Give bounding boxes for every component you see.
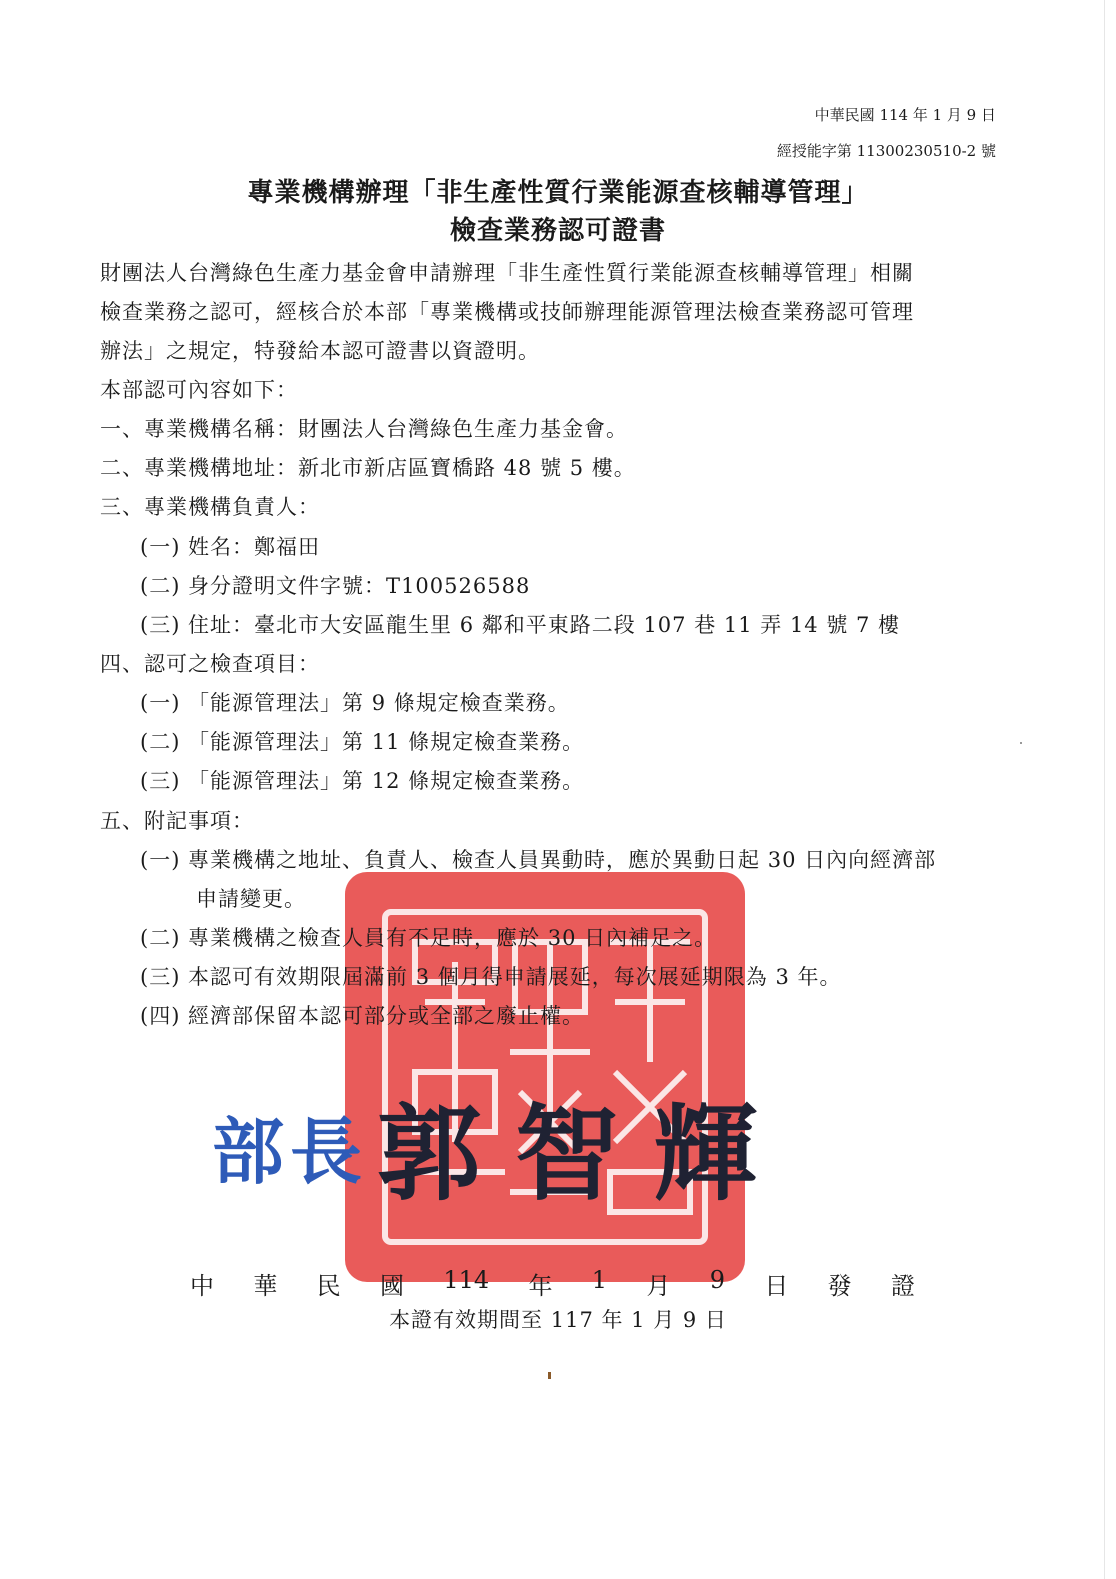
note-1: (一) 專業機構之地址、負責人、檢查人員異動時，應於異動日起 30 日內向經濟部 — [140, 848, 937, 872]
issue-date-month: 1 — [591, 1266, 608, 1294]
content-heading: 本部認可內容如下： — [100, 378, 298, 402]
minister-signature — [212, 1082, 792, 1212]
certificate-title-line2: 檢查業務認可證書 — [449, 216, 666, 246]
item-responsible-person: 三、專業機構負責人： — [100, 495, 320, 519]
note-4: (四) 經濟部保留本認可部分或全部之廢止權。 — [140, 1004, 585, 1028]
note-3: (三) 本認可有效期限屆滿前 3 個月得申請展延，每次展延期限為 3 年。 — [140, 965, 842, 989]
issue-date-char: 華 — [253, 1272, 278, 1300]
document-number: 經授能字第 11300230510-2 號 — [776, 142, 996, 160]
issue-date-char: 日 — [764, 1272, 789, 1300]
intro-line-2: 檢查業務之認可，經核合於本部「專業機構或技師辦理能源管理法檢查業務認可管理 — [100, 300, 914, 324]
signature-title: 部長 — [212, 1109, 369, 1194]
item-inspection-scope: 四、認可之檢查項目： — [100, 652, 320, 676]
issue-date-char: 中 — [190, 1272, 214, 1300]
scan-edge — [1104, 0, 1105, 1579]
issue-date-header: 中華民國 114 年 1 月 9 日 — [814, 106, 996, 124]
inspection-item-3: (三) 「能源管理法」第 12 條規定檢查業務。 — [140, 769, 585, 793]
note-2: (二) 專業機構之檢查人員有不足時，應於 30 日內補足之。 — [140, 926, 717, 950]
inspection-item-2: (二) 「能源管理法」第 11 條規定檢查業務。 — [140, 730, 585, 754]
scan-speck — [548, 1372, 551, 1379]
intro-line-1: 財團法人台灣綠色生產力基金會申請辦理「非生產性質行業能源查核輔導管理」相關 — [100, 261, 914, 285]
signature-name: 郭智輝 — [377, 1092, 792, 1212]
issue-date-char: 月 — [646, 1272, 671, 1300]
responsible-person-address: (三) 住址：臺北市大安區龍生里 6 鄰和平東路二段 107 巷 11 弄 14 號 7 樓 — [140, 613, 901, 637]
issue-date-year: 114 — [443, 1266, 490, 1294]
issue-date-char: 發 — [827, 1272, 852, 1300]
note-1-continued: 申請變更。 — [196, 887, 306, 911]
inspection-item-1: (一) 「能源管理法」第 9 條規定檢查業務。 — [140, 691, 570, 715]
issue-date-line — [190, 1266, 915, 1301]
certificate-title-line1: 專業機構辦理「非生產性質行業能源查核輔導管理」 — [247, 178, 869, 208]
responsible-person-name: (一) 姓名：鄭福田 — [140, 535, 321, 559]
item-notes: 五、附記事項： — [100, 809, 254, 833]
issue-date-char: 民 — [316, 1272, 341, 1300]
scan-speck — [1020, 742, 1022, 744]
item-institution-address: 二、專業機構地址：新北市新店區寶橋路 48 號 5 樓。 — [100, 456, 636, 480]
intro-line-3: 辦法」之規定，特發給本認可證書以資證明。 — [100, 339, 540, 363]
issue-date-day: 9 — [709, 1266, 725, 1294]
issue-date-char: 國 — [379, 1272, 404, 1300]
validity-period: 本證有效期間至 117 年 1 月 9 日 — [389, 1308, 727, 1332]
responsible-person-id: (二) 身分證明文件字號：T100526588 — [140, 574, 531, 598]
issue-date-char: 年 — [528, 1272, 553, 1300]
issue-date-char: 證 — [890, 1272, 915, 1300]
item-institution-name: 一、專業機構名稱：財團法人台灣綠色生產力基金會。 — [100, 417, 628, 441]
